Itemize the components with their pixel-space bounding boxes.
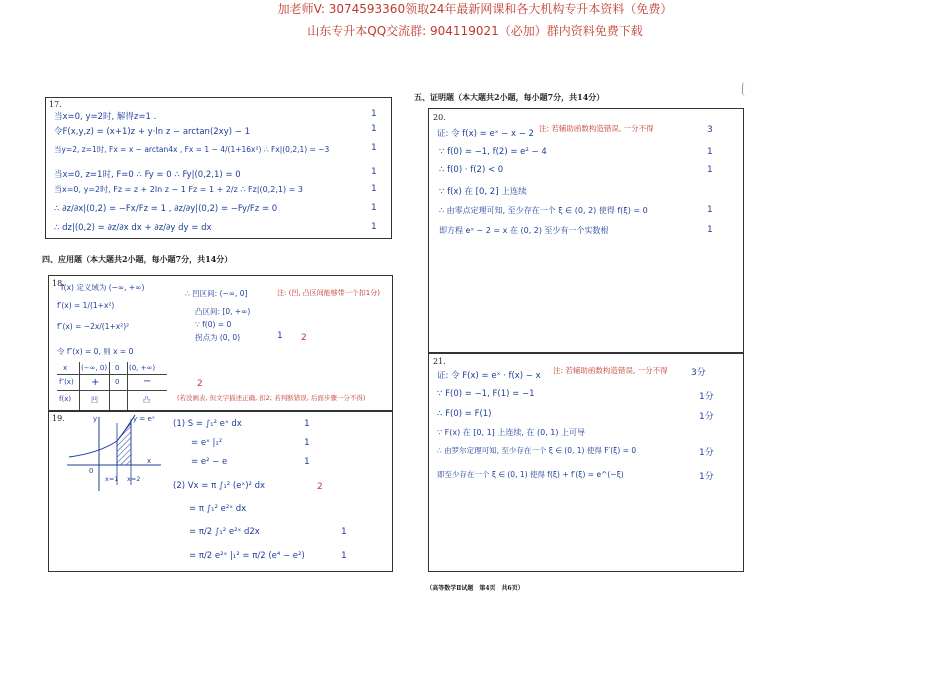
q19-score-mark: 1	[341, 551, 347, 561]
q21-score-mark: 1分	[699, 412, 714, 422]
q19-score-mark: 1	[304, 457, 310, 467]
page-footer: （高等数学Ⅱ试题 第4页 共6页）	[426, 585, 524, 592]
q18-right-line: ∵ f(0) = 0	[195, 320, 232, 329]
q17-score-mark: 1	[371, 167, 377, 177]
q20-score-mark: 1	[707, 205, 713, 215]
q21-score-mark: 3分	[691, 368, 706, 378]
q20-box	[428, 108, 744, 354]
table-cell: 凹	[91, 396, 98, 404]
q19-line: = π/2 e²ˣ |₁² = π/2 (e⁴ − e²)	[189, 551, 305, 561]
q17-line: ∴ ∂z/∂x|(0,2) = −Fx/Fz = 1 , ∂z/∂y|(0,2) = −Fy/Fz = 0	[54, 204, 278, 214]
q18-right-line: ∴ 凹区间: (−∞, 0]	[185, 289, 248, 298]
q20-score-mark: 1	[707, 225, 713, 235]
q19-number: 19.	[52, 414, 65, 423]
q17-line: 令F(x,y,z) = (x+1)z + y·ln z − arctan(2xy) − 1	[54, 127, 250, 137]
q21-score-mark: 1分	[699, 472, 714, 482]
table-header-cell: 0	[115, 364, 120, 372]
q17-score-mark: 1	[371, 184, 377, 194]
q20-line: 证: 令 f(x) = eˣ − x − 2	[437, 129, 534, 139]
q19-origin-label: 0	[89, 467, 94, 475]
q17-box	[45, 97, 392, 239]
promo-banner-line2: 山东专升本QQ交流群: 904119021（必加）群内资料免费下载	[307, 24, 643, 38]
table-cell: 凸	[143, 396, 150, 404]
q21-line: ∴ F(0) = F(1)	[437, 409, 492, 419]
q18-left-line: f(x) 定义域为 (−∞, +∞)	[61, 283, 145, 292]
q21-line: 即至少存在一个 ξ ∈ (0, 1) 使得 f(ξ) + f′(ξ) = e^(−ξ)	[437, 470, 624, 479]
q17-number: 17.	[49, 100, 62, 109]
q20-score-mark: 1	[707, 147, 713, 157]
q17-score-mark: 1	[371, 203, 377, 213]
q19-box	[48, 410, 393, 572]
q21-box	[428, 352, 744, 572]
q19-axis-x-label: x	[147, 457, 152, 465]
q19-line: = π/2 ∫₁² e²ˣ d2x	[189, 527, 260, 537]
q19-score-mark: 1	[341, 527, 347, 537]
table-header-cell: x	[63, 364, 68, 372]
q18-left-line: 令 f″(x) = 0, 则 x = 0	[57, 347, 134, 356]
q19-line: (2) Vx = π ∫₁² (eˣ)² dx	[173, 481, 266, 491]
q18-note: 注: (凹, 凸区间能够带一个扣1分)	[277, 289, 380, 297]
q17-line: 当y=2, z=1时, Fx = x − arctan4x , Fx = 1 − 4/(1+16x²) ∴ Fx|(0,2,1) = −3	[54, 145, 330, 154]
q20-score-mark: 1	[707, 165, 713, 175]
table-cell: f″(x)	[59, 378, 74, 386]
q19-x2-label: x=2	[127, 475, 141, 483]
q18-number: 18.	[52, 279, 65, 288]
q18-score-mark: 2	[301, 333, 307, 343]
q19-score-mark: 1	[304, 438, 310, 448]
page-corner-mark	[742, 82, 749, 96]
q18-left-line: f′(x) = 1/(1+x²)	[57, 301, 115, 310]
q19-score-mark: 1	[304, 419, 310, 429]
q17-score-mark: 1	[371, 124, 377, 134]
q21-line: 证: 令 F(x) = eˣ · f(x) − x	[437, 371, 541, 381]
q18-score-mark: 1	[277, 331, 283, 341]
table-cell: f(x)	[59, 395, 72, 403]
table-cell: +	[91, 377, 100, 388]
q19-x1-label: x=1	[105, 475, 119, 483]
q19-score-mark: 2	[317, 482, 323, 492]
table-header-cell: (−∞, 0)	[81, 364, 108, 372]
q20-line: ∵ f(x) 在 [0, 2] 上连续	[439, 187, 527, 197]
q21-line: ∴ 由罗尔定理可知, 至少存在一个 ξ ∈ (0, 1) 使得 F′(ξ) = 0	[437, 446, 637, 455]
section-five-heading: 五、证明题（本大题共2小题，每小题7分，共14分）	[414, 92, 605, 102]
q21-line: ∵ F(x) 在 [0, 1] 上连续, 在 (0, 1) 上可导	[437, 428, 586, 437]
q21-note: 注: 若辅助函数构造错误, 一分不得	[553, 366, 668, 375]
q20-number: 20.	[433, 113, 446, 122]
q19-line: = π ∫₁² e²ˣ dx	[189, 504, 247, 514]
q20-line: ∵ f(0) = −1, f(2) = e² − 4	[439, 147, 547, 157]
q21-score-mark: 1分	[699, 448, 714, 458]
table-cell: −	[143, 376, 152, 387]
q19-line: = eˣ |₁²	[191, 438, 223, 448]
q20-score-mark: 3	[707, 125, 713, 135]
promo-banner-line1: 加老师V: 3074593360领取24年最新网课和各大机构专升本资料（免费）	[277, 2, 673, 16]
q21-number: 21.	[433, 357, 446, 366]
q17-score-mark: 1	[371, 143, 377, 153]
q18-note: (若没画表, 但文字描述正确, 扣2; 若判断错误, 后面步骤一分不得)	[177, 394, 366, 402]
q18-left-line: f″(x) = −2x/(1+x²)²	[57, 322, 130, 331]
q18-right-line: 拐点为 (0, 0)	[195, 333, 241, 342]
q21-line: ∵ F(0) = −1, F(1) = −1	[437, 389, 535, 399]
q18-sign-table	[57, 362, 167, 410]
section-four-heading: 四、应用题（本大题共2小题，每小题7分，共14分）	[42, 254, 233, 264]
q20-line: ∴ 由零点定理可知, 至少存在一个 ξ ∈ (0, 2) 使得 f(ξ) = 0	[439, 206, 648, 215]
q19-line: (1) S = ∫₁² eˣ dx	[173, 419, 242, 429]
q18-score-mark: 2	[197, 379, 203, 389]
q18-box	[48, 275, 393, 412]
q17-score-mark: 1	[371, 222, 377, 232]
q20-note: 注: 若辅助函数构造错误, 一分不得	[539, 124, 654, 133]
q17-line: 当x=0, z=1时, F=0 ∴ Fy = 0 ∴ Fy|(0,2,1) = 0	[54, 170, 241, 180]
q21-score-mark: 1分	[699, 392, 714, 402]
q18-right-line: 凸区间: [0, +∞)	[195, 307, 251, 316]
q20-line: 即方程 eˣ − 2 = x 在 (0, 2) 至少有一个实数根	[439, 226, 609, 235]
q19-line: = e² − e	[191, 457, 228, 467]
table-cell: 0	[115, 378, 120, 386]
q17-score-mark: 1	[371, 109, 377, 119]
q17-line: ∴ dz|(0,2) = ∂z/∂x dx + ∂z/∂y dy = dx	[54, 223, 212, 233]
q17-line: 当x=0, y=2时, 解得z=1 .	[54, 112, 157, 122]
table-header-cell: (0, +∞)	[129, 364, 156, 372]
q20-line: ∴ f(0) · f(2) < 0	[439, 165, 504, 175]
q17-line: 当x=0, y=2时, Fz = z + 2ln z − 1 Fz = 1 + 2/z ∴ Fz|(0,2,1) = 3	[54, 185, 303, 194]
q19-axis-y-label: y	[93, 415, 98, 423]
q19-curve-label: y = eˣ	[133, 415, 155, 423]
